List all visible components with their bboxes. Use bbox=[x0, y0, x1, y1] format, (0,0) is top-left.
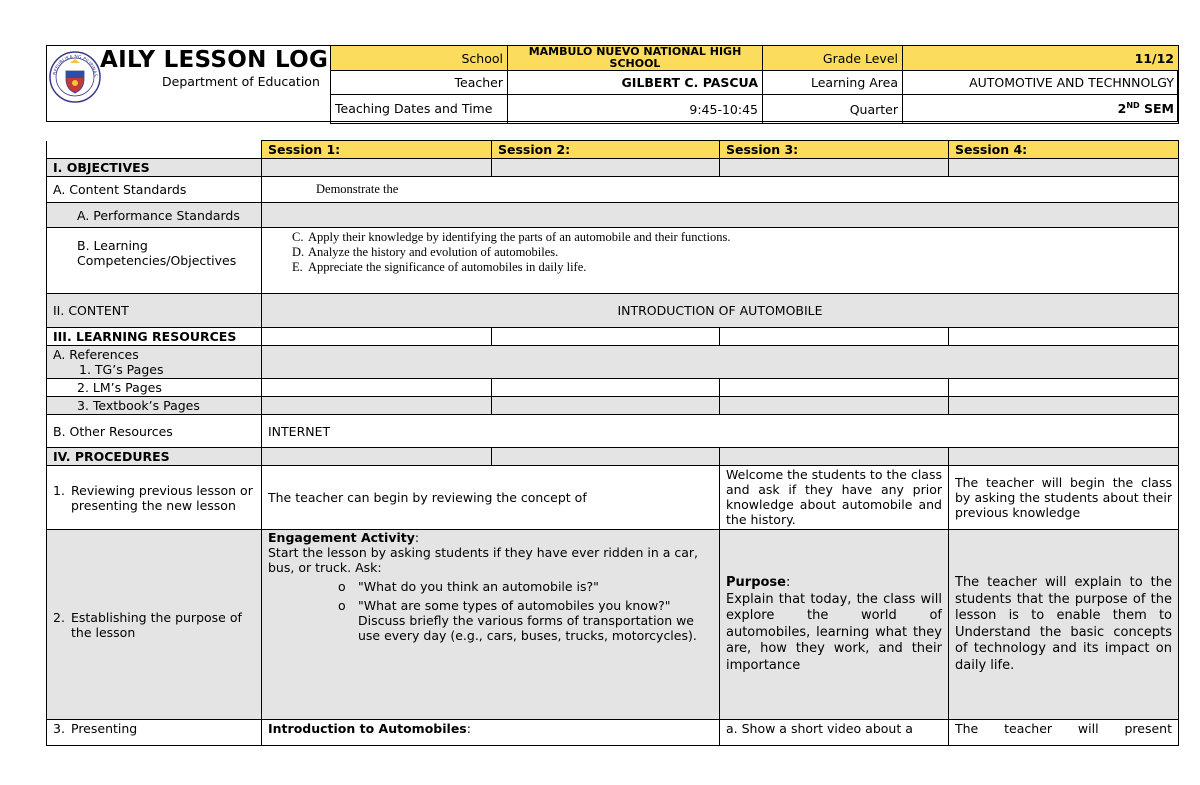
purpose-session-4: The teacher will explain to the students that the purpose of the lesson is to enable them to Understand the basic concepts of technology and its impact on daily life. bbox=[949, 530, 1179, 720]
content-standards-label: A. Content Standards bbox=[47, 177, 262, 203]
engagement-title: Engagement Activity bbox=[268, 530, 415, 545]
presenting-session-1: Introduction to Automobiles: bbox=[262, 720, 720, 746]
session-3-header: Session 3: bbox=[720, 141, 949, 159]
purpose-label: Establishing the purpose of the lesson bbox=[71, 609, 242, 640]
department-name: Department of Education bbox=[162, 74, 320, 89]
references-cell bbox=[47, 346, 262, 379]
engagement-intro: Start the lesson by asking students if they have ever ridden in a car, bus, or truck. Ask: bbox=[268, 545, 698, 575]
presenting-label-cell: 3. Presenting bbox=[47, 720, 262, 746]
resources-heading: III. LEARNING RESOURCES bbox=[47, 328, 262, 346]
competencies-label: B. Learning Competencies/Objectives bbox=[47, 228, 262, 294]
presenting-session-4: The teacher will present bbox=[949, 720, 1179, 746]
purpose-session-3: Purpose: Explain that today, the class will explore the world of automobiles, learning what they are, how they work, and their importance bbox=[720, 530, 949, 720]
quarter-label: Quarter bbox=[763, 95, 903, 124]
quarter-value: 2ND SEM bbox=[903, 95, 1179, 124]
dates-value: 9:45-10:45 bbox=[508, 95, 763, 124]
other-resources-label: B. Other Resources bbox=[47, 415, 262, 448]
school-label: School bbox=[331, 46, 508, 71]
deped-seal-icon bbox=[48, 47, 102, 119]
teacher-value: GILBERT C. PASCUA bbox=[508, 71, 763, 95]
svg-text:REPUBLIKA NG PILIPINAS: REPUBLIKA NG PILIPINAS bbox=[53, 54, 98, 78]
review-session-3: Welcome the students to the class and ask if they have any prior knowledge about automobile and the history. bbox=[720, 466, 949, 530]
grade-value: 11/12 bbox=[903, 46, 1179, 71]
references-label: A. References bbox=[53, 347, 139, 362]
review-label: Reviewing previous lesson or presenting the new lesson bbox=[71, 482, 253, 513]
lm-pages-label: 2. LM’s Pages bbox=[47, 379, 262, 397]
bullet-item: o "What do you think an automobile is?" bbox=[338, 579, 599, 594]
purpose-title: Purpose bbox=[726, 575, 786, 590]
grade-label: Grade Level bbox=[763, 46, 903, 71]
competency-item: C. Apply their knowledge by identifying the parts of an automobile and their functions. bbox=[292, 230, 731, 244]
bullet-item: o "What are some types of automobiles you know?" bbox=[338, 598, 671, 613]
dates-label: Teaching Dates and Time bbox=[331, 95, 508, 124]
session-4-header: Session 4: bbox=[949, 141, 1179, 159]
engagement-discuss: Discuss briefly the various forms of transportation we use every day (e.g., cars, buses, trucks, motorcycles). bbox=[358, 613, 697, 643]
other-resources-value: INTERNET bbox=[262, 415, 1179, 448]
review-session-4: The teacher will begin the class by asking the students about their previous knowledge bbox=[949, 466, 1179, 530]
session-2-header: Session 2: bbox=[492, 141, 720, 159]
competency-item: E. Appreciate the significance of automobiles in daily life. bbox=[292, 260, 587, 274]
competency-item: D. Analyze the history and evolution of automobiles. bbox=[292, 245, 559, 259]
objectives-heading: I. OBJECTIVES bbox=[47, 159, 262, 177]
presenting-session-3: a. Show a short video about a bbox=[720, 720, 949, 746]
area-value: AUTOMOTIVE AND TECHNNOLGY bbox=[903, 71, 1179, 95]
textbook-pages-label: 3. Textbook’s Pages bbox=[47, 397, 262, 415]
page-title: AILY LESSON LOG bbox=[100, 47, 329, 73]
school-value: MAMBULO NUEVO NATIONAL HIGH SCHOOL bbox=[508, 46, 763, 71]
performance-standards-label: A. Performance Standards bbox=[47, 203, 262, 228]
tg-pages-label: 1. TG’s Pages bbox=[79, 362, 164, 377]
competencies-list bbox=[262, 228, 1179, 294]
area-label: Learning Area bbox=[763, 71, 903, 95]
review-label-cell: 1. Reviewing previous lesson or presenting the new lesson bbox=[47, 466, 262, 530]
presenting-label: Presenting bbox=[71, 721, 138, 736]
lesson-table bbox=[46, 140, 1179, 746]
purpose-label-cell: 2. Establishing the purpose of the lesson bbox=[47, 530, 262, 720]
procedures-heading: IV. PROCEDURES bbox=[47, 448, 262, 466]
content-heading: II. CONTENT bbox=[47, 294, 262, 328]
engagement-activity: Engagement Activity: Start the lesson by asking students if they have ever ridden in a car, bus, or truck. Ask: o "What do you think an automobile is?" o "What are some types of automobiles you know?" Discuss briefly the various forms of transportation we use every day (e.g., cars, buses, trucks, motorcycles). bbox=[262, 530, 720, 720]
header-info-table bbox=[330, 45, 1179, 124]
session-1-header: Session 1: bbox=[262, 141, 492, 159]
content-value: INTRODUCTION OF AUTOMOBILE bbox=[262, 294, 1179, 328]
review-session-1: The teacher can begin by reviewing the concept of bbox=[262, 466, 720, 530]
teacher-label: Teacher bbox=[331, 71, 508, 95]
content-standards-value: Demonstrate the bbox=[262, 177, 1179, 203]
